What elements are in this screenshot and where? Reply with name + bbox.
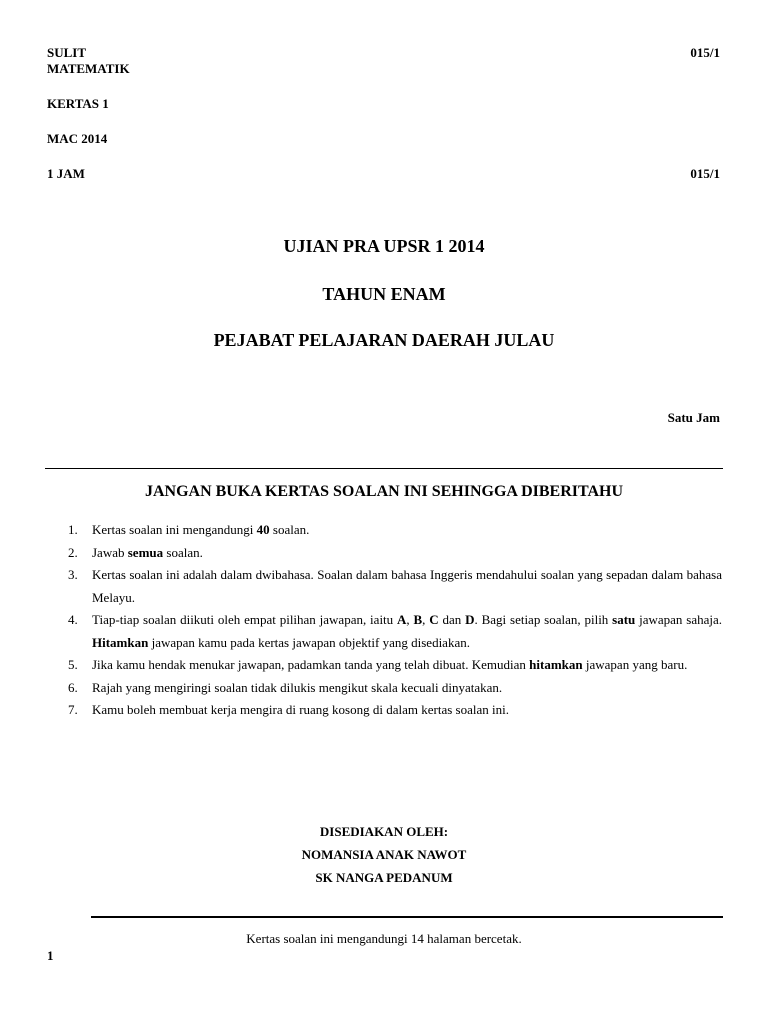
office-title: PEJABAT PELAJARAN DAERAH JULAU xyxy=(213,330,555,350)
bottom-divider xyxy=(91,916,723,918)
instruction-text: Kertas soalan ini adalah dalam dwibahasa. Soalan dalam bahasa Inggeris mendahului soalan yang sepadan dalam bahasa Melayu. xyxy=(92,567,722,605)
instruction-text: soalan. xyxy=(163,544,203,560)
instruction-emphasis: 40 xyxy=(256,522,270,537)
top-divider xyxy=(45,468,723,469)
instruction-text: dan xyxy=(438,612,466,627)
warning-heading: JANGAN BUKA KERTAS SOALAN INI SEHINGGA DIBERITAHU xyxy=(144,483,624,500)
exam-title: UJIAN PRA UPSR 1 2014 xyxy=(283,236,485,256)
preparer-name: NOMANSIA ANAK NAWOT xyxy=(301,847,467,862)
paper-code-bottom: 015/1 xyxy=(690,166,720,181)
page-count-note: Kertas soalan ini mengandungi 14 halaman bercetak. xyxy=(246,931,522,946)
instruction-number: 4. xyxy=(68,612,78,627)
instruction-text: jawapan kamu pada kertas jawapan objektif yang disediakan. xyxy=(148,634,470,650)
instruction-item xyxy=(68,542,722,565)
instruction-item xyxy=(68,677,722,700)
instruction-text: Tiap-tiap soalan diikuti oleh empat pilihan jawapan, iaitu xyxy=(92,612,398,627)
instruction-number: 7. xyxy=(68,702,78,717)
date-label: MAC 2014 xyxy=(47,131,108,146)
instruction-emphasis: satu xyxy=(612,612,636,627)
level-title: TAHUN ENAM xyxy=(322,284,446,304)
instruction-text: soalan. xyxy=(269,522,310,537)
instruction-emphasis: hitamkan xyxy=(529,657,583,672)
page-number: 1 xyxy=(47,948,54,963)
instruction-text: jawapan yang baru. xyxy=(582,657,688,672)
instruction-item xyxy=(68,519,722,542)
paper-label: KERTAS 1 xyxy=(47,96,109,111)
instruction-item xyxy=(68,609,722,654)
instruction-text: , xyxy=(422,612,430,627)
instruction-text: Kamu boleh membuat kerja mengira di ruang kosong di dalam kertas soalan ini. xyxy=(92,702,509,717)
instructions-list xyxy=(68,519,722,722)
instruction-emphasis: C xyxy=(429,612,439,627)
paper-code-top: 015/1 xyxy=(690,45,720,60)
instruction-item xyxy=(68,699,722,722)
instruction-emphasis: A xyxy=(397,612,407,627)
prepared-by-label: DISEDIAKAN OLEH: xyxy=(319,824,449,839)
preparer-school: SK NANGA PEDANUM xyxy=(315,870,453,885)
subject-label: MATEMATIK xyxy=(47,61,130,76)
instruction-emphasis: Hitamkan xyxy=(92,634,149,650)
instruction-text: . Bagi setiap soalan, pilih xyxy=(474,612,613,627)
duration-label: 1 JAM xyxy=(47,166,85,181)
instruction-number: 5. xyxy=(68,657,78,672)
instruction-emphasis: B xyxy=(413,612,423,627)
instruction-item xyxy=(68,654,722,677)
instruction-emphasis: semua xyxy=(127,544,164,560)
instruction-number: 6. xyxy=(68,679,78,695)
instruction-number: 2. xyxy=(68,544,78,560)
time-allowed: Satu Jam xyxy=(667,410,720,425)
instruction-text: jawapan sahaja. xyxy=(635,612,723,627)
classification-label: SULIT xyxy=(47,45,87,60)
instruction-text: Rajah yang mengiringi soalan tidak dilukis mengikut skala kecuali dinyatakan. xyxy=(92,679,503,695)
instruction-text: Jawab xyxy=(92,544,128,560)
instruction-text: Jika kamu hendak menukar jawapan, padamkan tanda yang telah dibuat. Kemudian xyxy=(92,657,530,672)
instruction-item xyxy=(68,564,722,609)
instruction-emphasis: D xyxy=(465,612,475,627)
instruction-number: 3. xyxy=(68,567,78,582)
instruction-text: , xyxy=(406,612,414,627)
instruction-number: 1. xyxy=(68,522,78,537)
instruction-text: Kertas soalan ini mengandungi xyxy=(92,522,257,537)
